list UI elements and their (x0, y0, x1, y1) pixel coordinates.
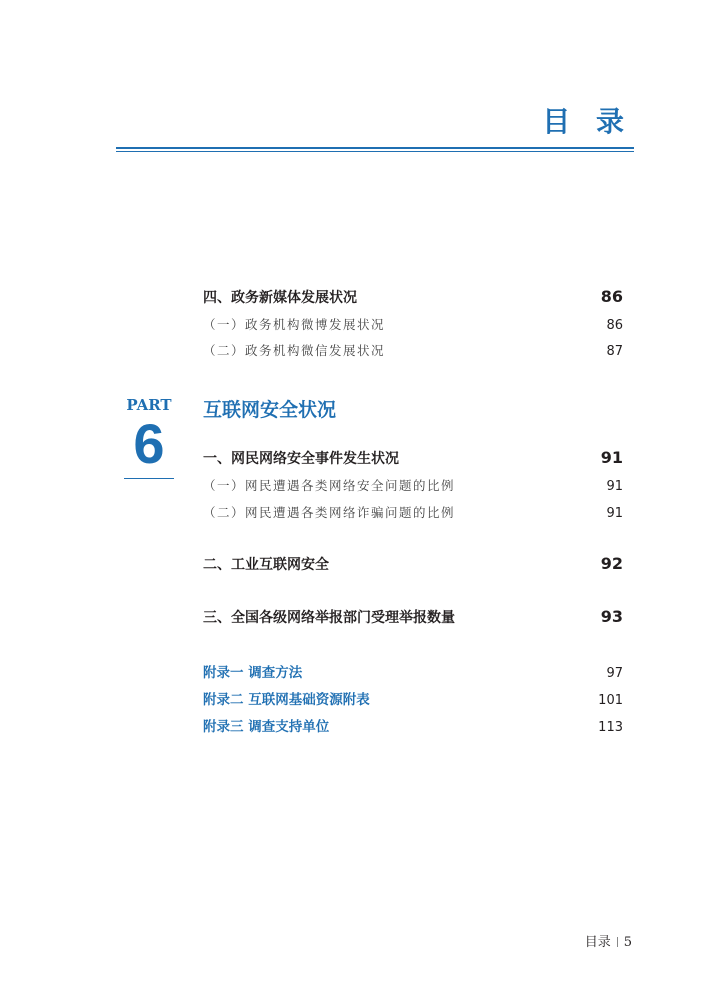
toc-entry-title: （二）政务机构微信发展状况 (203, 343, 386, 358)
toc-entry-page: 91 (606, 479, 623, 494)
header-rule-thin (116, 151, 634, 152)
footer-label: 目录 (584, 935, 611, 950)
toc-entry-title: （一）政务机构微博发展状况 (203, 317, 386, 332)
toc-entry[interactable] (203, 448, 623, 468)
toc-entry-title: 二、工业互联网安全 (203, 557, 329, 573)
toc-entry[interactable] (203, 287, 623, 307)
toc-entry-title: 四、政务新媒体发展状况 (203, 290, 357, 306)
toc-entry[interactable] (203, 607, 623, 627)
part-number: 6 (133, 412, 165, 475)
appendix-entry-page: 97 (606, 666, 623, 681)
toc-entry-title: （一）网民遭遇各类网络安全问题的比例 (203, 478, 456, 493)
toc-subentry[interactable] (203, 315, 623, 333)
toc-entry-page: 86 (606, 318, 623, 333)
toc-entry-page: 92 (600, 554, 623, 573)
page-title: 目 录 (542, 105, 632, 138)
appendix-entry[interactable] (203, 688, 623, 708)
toc-entry-page: 86 (600, 287, 623, 306)
part-label: PART (126, 396, 172, 414)
footer-separator (617, 937, 618, 947)
appendix-entry[interactable] (203, 661, 623, 681)
part-title[interactable]: 互联网安全状况 (203, 399, 337, 421)
toc-entry-title: 一、网民网络安全事件发生状况 (203, 451, 399, 467)
appendix-entry-page: 101 (598, 693, 623, 708)
toc-subentry[interactable] (203, 476, 623, 494)
appendix-entry[interactable] (203, 715, 623, 735)
toc-entry-page: 91 (600, 448, 623, 467)
part-rule (124, 478, 174, 479)
toc-subentry[interactable] (203, 341, 623, 359)
appendix-entry-title: 附录三 调查支持单位 (203, 719, 330, 735)
toc-entry[interactable] (203, 554, 623, 574)
toc-subentry[interactable] (203, 503, 623, 521)
toc-entry-page: 91 (606, 506, 623, 521)
toc-entry-title: （二）网民遭遇各类网络诈骗问题的比例 (203, 505, 456, 520)
appendix-entry-title: 附录二 互联网基础资源附表 (203, 692, 370, 708)
toc-entry-title: 三、全国各级网络举报部门受理举报数量 (203, 610, 455, 626)
footer-page-number: 5 (623, 935, 632, 950)
header-rule (116, 147, 634, 149)
appendix-entry-page: 113 (598, 720, 623, 735)
toc-entry-page: 93 (600, 607, 623, 626)
toc-entry-page: 87 (606, 344, 623, 359)
page-footer (585, 931, 632, 950)
appendix-entry-title: 附录一 调查方法 (203, 665, 303, 681)
